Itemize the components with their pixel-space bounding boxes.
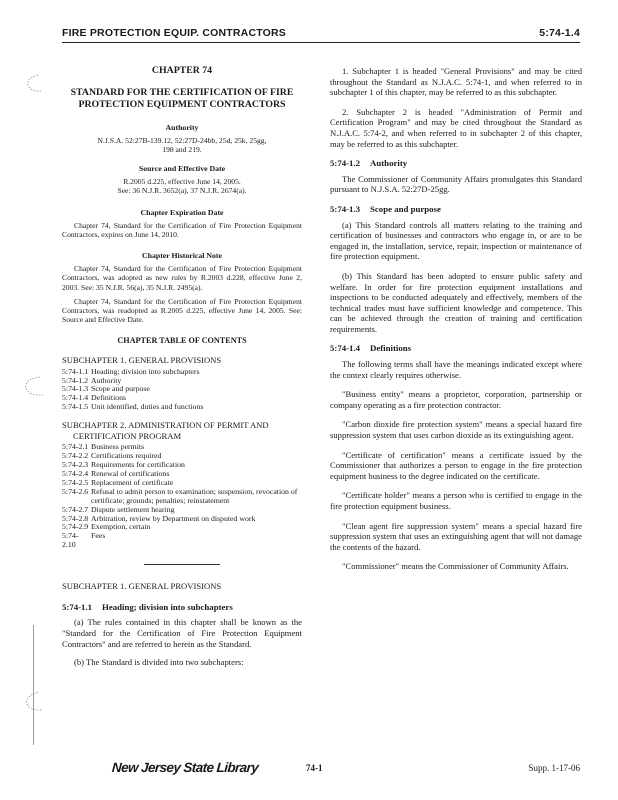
section-1-1-a: (a) The rules contained in this chapter shall be known as the "Standard for the Certification of Fire Protection Equipment Contractors" and are referred to herein as the Standard. [62, 617, 302, 649]
chapter-title: STANDARD FOR THE CERTIFICATION OF FIRE PROTECTION EQUIPMENT CONTRACTORS [70, 86, 294, 110]
definition-certificate-holder: "Certificate holder" means a person who is certified to engage in the fire protection equipment business. [330, 490, 582, 511]
toc-entry-title: Certifications required [91, 451, 162, 461]
section-title: Authority [370, 158, 408, 169]
left-column [62, 66, 302, 676]
toc-entry-number: 5:74-1.2 [62, 375, 89, 385]
toc-entry-title: Replacement of certificate [91, 477, 174, 487]
history-paragraph-2: Chapter 74, Standard for the Certification of Fire Protection Equipment Contractors, was readopted as R.2005 d.225, effective June 14, 2005. See: Source and Effective Date. [62, 296, 302, 325]
section-1-2-text: The Commissioner of Community Affairs promulgates this Standard pursuant to N.J.S.A. 52:27D-25gg. [330, 173, 582, 195]
definition-carbon-dioxide-system: "Carbon dioxide fire protection system" means a special hazard fire suppression system that uses carbon dioxide as its extinguishing agent. [330, 419, 582, 441]
toc-entry-number: 5:74-2.2 [62, 451, 89, 461]
toc-entry-title: Refusal to admit person to examination; suspension, revocation of certificate; grounds; penalties; reinstatement [91, 486, 298, 505]
source-line-2: See: 36 N.J.R. 3652(a), 37 N.J.R. 2674(a). [117, 186, 247, 196]
section-1-1-b: (b) The Standard is divided into two subchapters: [74, 657, 244, 668]
definition-business-entity: "Business entity" means a proprietor, corporation, partnership or company operating as a fire protection contractor. [330, 389, 582, 410]
toc-entry-number: 5:74-2.9 [62, 522, 89, 532]
authority-heading: Authority [165, 122, 199, 132]
toc-entry-title: Requirements for certification [91, 460, 185, 470]
header-title: FIRE PROTECTION EQUIP. CONTRACTORS [62, 27, 287, 39]
section-title: Scope and purpose [370, 203, 441, 214]
toc-entry-number: 5:74-2.6 [62, 486, 89, 496]
header-section-number: 5:74-1.4 [539, 27, 580, 39]
toc-entry-title: Business permits [91, 442, 145, 452]
section-1-3-b: (b) This Standard has been adopted to ensure public safety and welfare. In order for fire protection equipment installations and inspections to be conducted adequately and effectively, members of the technical trades must have sufficient knowledge and competence. This can be achieved through the creation of training and certification requirements. [330, 270, 582, 334]
definition-certificate-of-certification: "Certificate of certification" means a certificate issued by the Commissioner that authorizes a person to engage in the fire protection equipment business to the degree indicated on the certificate. [330, 449, 582, 481]
toc-subchapter-1-heading: SUBCHAPTER 1. GENERAL PROVISIONS [62, 355, 222, 365]
authority-text: N.J.S.A. 52:27B-139.12, 52:27D-24bb, 25d, 25k, 25gg, 198 and 219. [97, 136, 267, 155]
section-1-3-a: (a) This Standard controls all matters relating to the training and certification of businesses and contractors who engage in, or are to be engaged in, the installation, service, repair, inspection or maintenance of fire protection equipment. [330, 219, 582, 262]
running-header [62, 27, 580, 39]
margin-punch-mark [18, 72, 54, 96]
toc-entry-title: Exemption, certain [91, 522, 151, 532]
toc-entry-title: Arbitration, review by Department on disputed work [91, 513, 256, 523]
toc-subchapter-2-list [62, 443, 302, 550]
toc-entry-title: Dispute settlement hearing [91, 504, 175, 514]
chapter-number: CHAPTER 74 [151, 65, 213, 76]
section-number: 5:74-1.2 [330, 158, 361, 169]
toc-entry-title: Scope and purpose [91, 384, 150, 394]
expiration-text: Chapter 74, Standard for the Certification of Fire Protection Equipment Contractors, expires on June 14, 2010. [62, 221, 302, 240]
source-heading: Source and Effective Date [138, 163, 226, 173]
history-paragraph-1: Chapter 74, Standard for the Certification of Fire Protection Equipment Contractors, was adopted as new rules by R.2003 d.228, effective June 2, 2003. See: 35 N.J.R. 56(a), 35 N.J.R. 2495(a). [62, 264, 302, 292]
toc-entry-title: Authority [91, 375, 122, 385]
toc-entry-number: 5:74-2.5 [62, 477, 89, 487]
section-number: 5:74-1.4 [330, 343, 361, 354]
section-heading-1-4 [330, 343, 582, 354]
right-column [330, 66, 582, 581]
toc-entry-number: 5:74-2.7 [62, 504, 89, 514]
section-divider [144, 564, 220, 565]
section-title: Definitions [370, 343, 412, 354]
section-number: 5:74-1.3 [330, 203, 361, 214]
definitions-intro: The following terms shall have the meanings indicated except where the context clearly requires otherwise. [330, 359, 582, 380]
toc-entry-title: Fees [91, 531, 106, 541]
definition-clean-agent-system: "Clean agent fire suppression system" means a special hazard fire suppression system that uses an extinguishing agent that will not damage the contents of the hazard. [330, 520, 582, 552]
toc-entry-number: 5:74-1.1 [62, 366, 89, 376]
toc-entry-title: Heading; division into subchapters [91, 366, 200, 376]
margin-line [33, 625, 34, 745]
toc-entry-number: 5:74-2.3 [62, 460, 89, 470]
subchapter-1-heading: SUBCHAPTER 1. GENERAL PROVISIONS [62, 581, 222, 592]
toc-entry [62, 403, 302, 412]
toc-entry [62, 488, 302, 506]
toc-entry-number: 5:74-1.4 [62, 393, 89, 403]
toc-subchapter-2-heading: SUBCHAPTER 2. ADMINISTRATION OF PERMIT AND [62, 420, 269, 431]
toc-entry-number: 5:74-2.10 [62, 531, 79, 550]
expiration-heading: Chapter Expiration Date [140, 207, 224, 217]
toc-entry-title: Renewal of certifications [91, 469, 170, 479]
section-title: Heading; division into subchapters [102, 601, 233, 612]
toc-entry-title: Unit identified, duties and functions [91, 402, 204, 412]
margin-punch-mark [18, 375, 54, 399]
subchapter-item-2: 2. Subchapter 2 is headed "Administration of Permit and Certification Program" and may be cited throughout the Standard as N.J.A.C. 5:74-2, and when referred to in subchapter 2 of this chapter, may be referred to as this subchapter. [330, 106, 582, 149]
toc-heading: CHAPTER TABLE OF CONTENTS [117, 336, 247, 346]
subchapter-item-1: 1. Subchapter 1 is headed "General Provisions" and may be cited throughout the Standard as N.J.A.C. 5:74-1, and when referred to in subchapter 1 of this chapter, may be referred to as this subchapter. [330, 66, 582, 98]
toc-subchapter-1-list [62, 368, 302, 413]
section-number: 5:74-1.1 [62, 601, 93, 612]
toc-entry-title: Definitions [91, 393, 127, 403]
source-line-1: R.2005 d.225, effective June 14, 2005. [123, 177, 241, 187]
page-number: 74-1 [306, 763, 323, 773]
toc-entry-number: 5:74-2.1 [62, 442, 89, 452]
margin-punch-mark [18, 690, 54, 714]
toc-entry-number: 5:74-2.4 [62, 469, 89, 479]
history-heading: Chapter Historical Note [142, 250, 222, 260]
header-rule [62, 42, 580, 43]
toc-entry-number: 5:74-1.5 [62, 402, 89, 412]
library-stamp: New Jersey State Library [111, 760, 259, 775]
section-heading-1-2 [330, 158, 582, 169]
toc-entry [62, 532, 302, 550]
toc-subchapter-2-heading-cont: CERTIFICATION PROGRAM [73, 430, 182, 441]
toc-entry-number: 5:74-1.3 [62, 384, 89, 394]
section-heading-1-1 [62, 602, 302, 613]
toc-entry-number: 5:74-2.8 [62, 513, 89, 523]
supplement-date: Supp. 1-17-06 [528, 763, 580, 773]
section-heading-1-3 [330, 204, 582, 215]
definition-commissioner: "Commissioner" means the Commissioner of Community Affairs. [342, 561, 569, 572]
